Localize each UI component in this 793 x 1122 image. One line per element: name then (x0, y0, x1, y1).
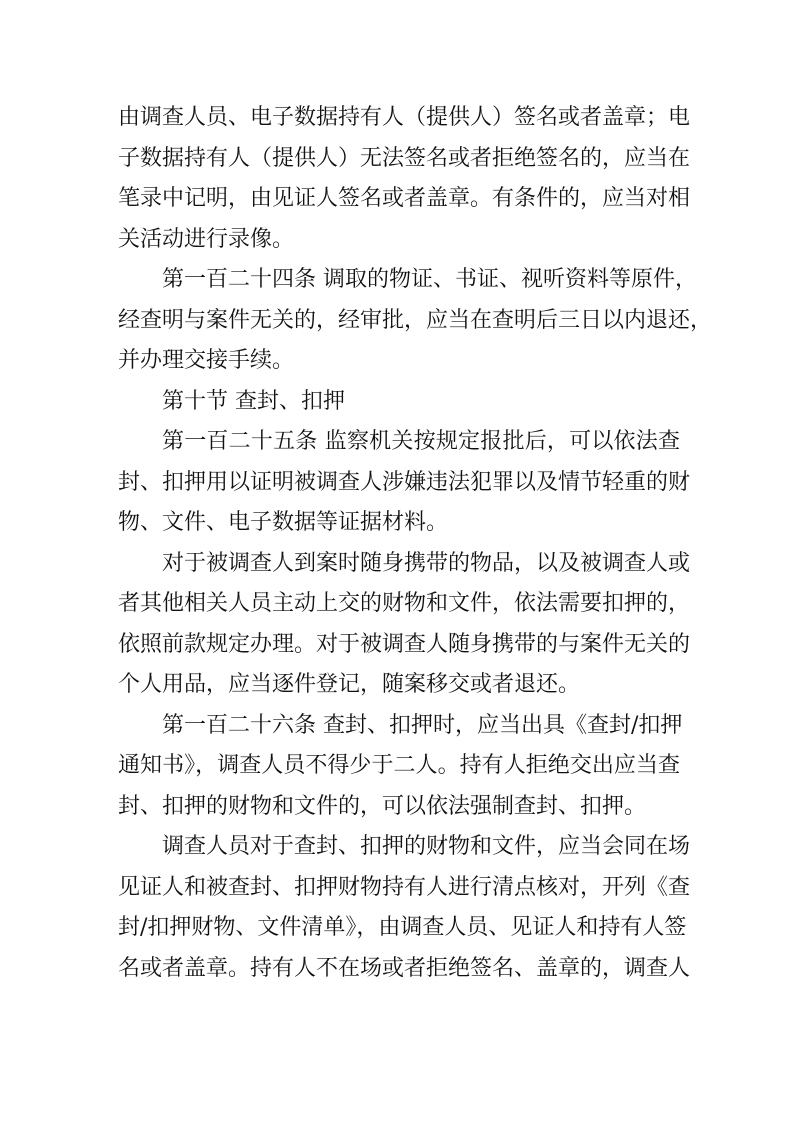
text-line: 者其他相关人员主动上交的财物和文件，依法需要扣押的， (118, 591, 691, 616)
text-line: 见证人和被查封、扣押财物持有人进行清点核对，开列《查 (118, 874, 691, 900)
text-line: 封/扣押财物、文件清单》，由调查人员、见证人和持有人签 (118, 915, 687, 940)
text-line: 并办理交接手续。 (118, 348, 295, 373)
article-125-line: 第一百二十五条 监察机关按规定报批后，可以依法查 (162, 429, 680, 454)
text-line: 名或者盖章。持有人不在场或者拒绝签名、盖章的，调查人 (118, 955, 691, 981)
text-line: 笔录中记明，由见证人签名或者盖章。有条件的，应当对相 (118, 186, 691, 211)
text-line: 物、文件、电子数据等证据材料。 (118, 510, 449, 535)
text-line: 个人用品，应当逐件登记，随案移交或者退还。 (118, 672, 581, 697)
paragraph-line: 对于被调查人到案时随身携带的物品，以及被调查人或 (162, 550, 691, 576)
section-heading: 第十节 查封、扣押 (162, 388, 345, 414)
text-line: 子数据持有人（提供人）无法签名或者拒绝签名的，应当在 (118, 145, 691, 171)
body-text (118, 98, 713, 989)
article-126-line: 第一百二十六条 查封、扣押时，应当出具《查封/扣押 (162, 712, 683, 738)
text-line: 经查明与案件无关的，经审批，应当在查明后三日以内退还， (118, 307, 713, 333)
text-line: 封、扣押用以证明被调查人涉嫌违法犯罪以及情节轻重的财 (118, 469, 691, 495)
text-line: 由调查人员、电子数据持有人（提供人）签名或者盖章；电 (118, 105, 691, 130)
text-line: 通知书》，调查人员不得少于二人。持有人拒绝交出应当查 (118, 753, 680, 778)
article-124-line: 第一百二十四条 调取的物证、书证、视听资料等原件， (162, 267, 697, 292)
text-line: 封、扣押的财物和文件的，可以依法强制查封、扣押。 (118, 793, 647, 819)
text-line: 关活动进行录像。 (118, 226, 295, 252)
paragraph-line: 调查人员对于查封、扣押的财物和文件，应当会同在场 (162, 834, 691, 859)
text-line: 依照前款规定办理。对于被调查人随身携带的与案件无关的 (118, 631, 691, 657)
